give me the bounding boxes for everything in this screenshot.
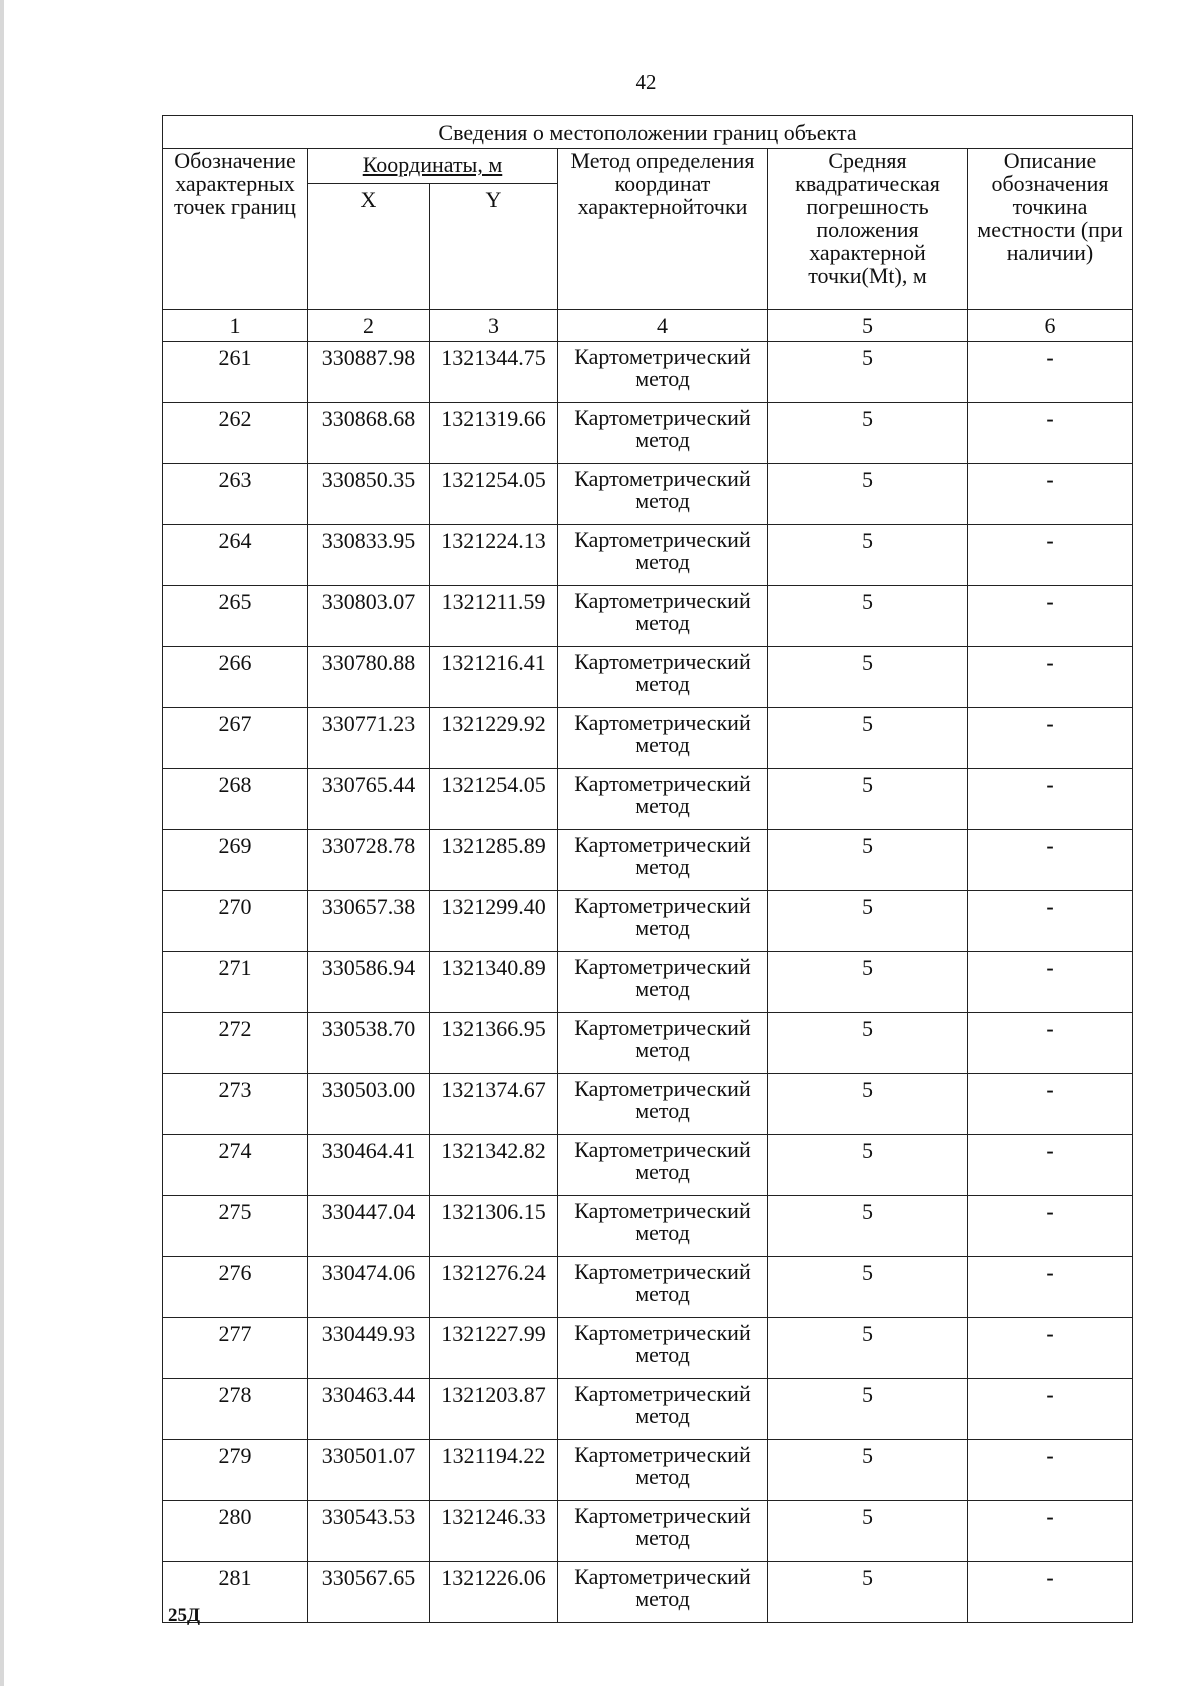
description-cell: -: [968, 1562, 1133, 1623]
error-cell: 5: [768, 952, 968, 1013]
method-cell: Картометрический метод: [558, 952, 768, 1013]
point-cell: 270: [163, 891, 308, 952]
y-coordinate-cell: 1321227.99: [430, 1318, 558, 1379]
y-coordinate-cell: 1321374.67: [430, 1074, 558, 1135]
x-coordinate-cell: 330780.88: [308, 647, 430, 708]
header-x: X: [308, 184, 430, 310]
header-y: Y: [430, 184, 558, 310]
column-number: 4: [558, 310, 768, 342]
y-coordinate-cell: 1321366.95: [430, 1013, 558, 1074]
method-cell: Картометрический метод: [558, 525, 768, 586]
point-cell: 264: [163, 525, 308, 586]
table-row: [163, 1135, 1133, 1196]
x-coordinate-cell: 330657.38: [308, 891, 430, 952]
x-coordinate-cell: 330803.07: [308, 586, 430, 647]
table-row: [163, 891, 1133, 952]
y-coordinate-cell: 1321306.15: [430, 1196, 558, 1257]
method-cell: Картометрический метод: [558, 1440, 768, 1501]
header-coordinates-label: Координаты, м: [362, 152, 503, 177]
method-cell: Картометрический метод: [558, 1501, 768, 1562]
point-cell: 262: [163, 403, 308, 464]
point-cell: 269: [163, 830, 308, 891]
footer-code: 25Д: [168, 1605, 201, 1626]
error-cell: 5: [768, 586, 968, 647]
table-body: [163, 116, 1133, 1623]
method-cell: Картометрический метод: [558, 1379, 768, 1440]
method-cell: Картометрический метод: [558, 1074, 768, 1135]
description-cell: -: [968, 1196, 1133, 1257]
y-coordinate-cell: 1321229.92: [430, 708, 558, 769]
description-cell: -: [968, 1013, 1133, 1074]
x-coordinate-cell: 330463.44: [308, 1379, 430, 1440]
description-cell: -: [968, 1440, 1133, 1501]
description-cell: -: [968, 1501, 1133, 1562]
point-cell: 267: [163, 708, 308, 769]
x-coordinate-cell: 330586.94: [308, 952, 430, 1013]
x-coordinate-cell: 330868.68: [308, 403, 430, 464]
table-title: Сведения о местоположении границ объекта: [163, 116, 1133, 149]
description-cell: -: [968, 952, 1133, 1013]
point-cell: 266: [163, 647, 308, 708]
table-row: [163, 1379, 1133, 1440]
method-cell: Картометрический метод: [558, 1318, 768, 1379]
description-cell: -: [968, 403, 1133, 464]
boundary-table: [162, 115, 1133, 1623]
table-row: [163, 1501, 1133, 1562]
error-cell: 5: [768, 403, 968, 464]
y-coordinate-cell: 1321299.40: [430, 891, 558, 952]
method-cell: Картометрический метод: [558, 464, 768, 525]
method-cell: Картометрический метод: [558, 403, 768, 464]
scan-edge: [0, 0, 4, 1686]
y-coordinate-cell: 1321285.89: [430, 830, 558, 891]
header-row: [163, 149, 1133, 184]
table-row: [163, 1013, 1133, 1074]
method-cell: Картометрический метод: [558, 1135, 768, 1196]
table-row: [163, 952, 1133, 1013]
description-cell: -: [968, 586, 1133, 647]
y-coordinate-cell: 1321216.41: [430, 647, 558, 708]
error-cell: 5: [768, 647, 968, 708]
point-cell: 263: [163, 464, 308, 525]
column-number: 3: [430, 310, 558, 342]
table-row: [163, 464, 1133, 525]
y-coordinate-cell: 1321276.24: [430, 1257, 558, 1318]
description-cell: -: [968, 1257, 1133, 1318]
table-row: [163, 647, 1133, 708]
table-row: [163, 1074, 1133, 1135]
point-cell: 268: [163, 769, 308, 830]
y-coordinate-cell: 1321254.05: [430, 464, 558, 525]
x-coordinate-cell: 330447.04: [308, 1196, 430, 1257]
x-coordinate-cell: 330771.23: [308, 708, 430, 769]
description-cell: -: [968, 1379, 1133, 1440]
y-coordinate-cell: 1321319.66: [430, 403, 558, 464]
error-cell: 5: [768, 1440, 968, 1501]
header-description: Описание обозначения точкина местности (при наличии): [968, 149, 1133, 310]
error-cell: 5: [768, 1318, 968, 1379]
error-cell: 5: [768, 1135, 968, 1196]
description-cell: -: [968, 708, 1133, 769]
x-coordinate-cell: 330543.53: [308, 1501, 430, 1562]
table-row: [163, 1257, 1133, 1318]
point-cell: 271: [163, 952, 308, 1013]
y-coordinate-cell: 1321211.59: [430, 586, 558, 647]
table-row: [163, 525, 1133, 586]
column-number: 2: [308, 310, 430, 342]
y-coordinate-cell: 1321226.06: [430, 1562, 558, 1623]
header-method: Метод определения координат характернойточки: [558, 149, 768, 310]
x-coordinate-cell: 330850.35: [308, 464, 430, 525]
method-cell: Картометрический метод: [558, 708, 768, 769]
method-cell: Картометрический метод: [558, 1562, 768, 1623]
y-coordinate-cell: 1321203.87: [430, 1379, 558, 1440]
point-cell: 278: [163, 1379, 308, 1440]
x-coordinate-cell: 330449.93: [308, 1318, 430, 1379]
point-cell: 280: [163, 1501, 308, 1562]
y-coordinate-cell: 1321246.33: [430, 1501, 558, 1562]
point-cell: 275: [163, 1196, 308, 1257]
method-cell: Картометрический метод: [558, 891, 768, 952]
point-cell: 265: [163, 586, 308, 647]
error-cell: 5: [768, 1196, 968, 1257]
error-cell: 5: [768, 1074, 968, 1135]
column-number-row: [163, 310, 1133, 342]
description-cell: -: [968, 1135, 1133, 1196]
table-row: [163, 586, 1133, 647]
error-cell: 5: [768, 891, 968, 952]
y-coordinate-cell: 1321344.75: [430, 342, 558, 403]
method-cell: Картометрический метод: [558, 586, 768, 647]
column-number: 5: [768, 310, 968, 342]
table-row: [163, 342, 1133, 403]
method-cell: Картометрический метод: [558, 342, 768, 403]
method-cell: Картометрический метод: [558, 1013, 768, 1074]
table-row: [163, 708, 1133, 769]
table-row: [163, 1196, 1133, 1257]
x-coordinate-cell: 330503.00: [308, 1074, 430, 1135]
y-coordinate-cell: 1321224.13: [430, 525, 558, 586]
x-coordinate-cell: 330501.07: [308, 1440, 430, 1501]
table-row: [163, 769, 1133, 830]
table-row: [163, 403, 1133, 464]
x-coordinate-cell: 330538.70: [308, 1013, 430, 1074]
header-coordinates: [308, 149, 558, 184]
error-cell: 5: [768, 525, 968, 586]
x-coordinate-cell: 330833.95: [308, 525, 430, 586]
column-number: 6: [968, 310, 1133, 342]
description-cell: -: [968, 891, 1133, 952]
point-cell: 261: [163, 342, 308, 403]
table-row: [163, 1318, 1133, 1379]
error-cell: 5: [768, 708, 968, 769]
table-row: [163, 1440, 1133, 1501]
error-cell: 5: [768, 342, 968, 403]
method-cell: Картометрический метод: [558, 1257, 768, 1318]
x-coordinate-cell: 330728.78: [308, 830, 430, 891]
point-cell: 276: [163, 1257, 308, 1318]
header-error: Средняя квадратическая погрешность положения характерной точки(Mt), м: [768, 149, 968, 310]
method-cell: Картометрический метод: [558, 830, 768, 891]
description-cell: -: [968, 647, 1133, 708]
x-coordinate-cell: 330464.41: [308, 1135, 430, 1196]
page-number: 42: [635, 70, 657, 94]
description-cell: -: [968, 1318, 1133, 1379]
description-cell: -: [968, 1074, 1133, 1135]
point-cell: 273: [163, 1074, 308, 1135]
table-row: [163, 830, 1133, 891]
x-coordinate-cell: 330887.98: [308, 342, 430, 403]
description-cell: -: [968, 769, 1133, 830]
table-row: [163, 1562, 1133, 1623]
description-cell: -: [968, 342, 1133, 403]
point-cell: 274: [163, 1135, 308, 1196]
error-cell: 5: [768, 769, 968, 830]
point-cell: 281: [163, 1562, 308, 1623]
x-coordinate-cell: 330474.06: [308, 1257, 430, 1318]
error-cell: 5: [768, 1257, 968, 1318]
description-cell: -: [968, 525, 1133, 586]
description-cell: -: [968, 830, 1133, 891]
y-coordinate-cell: 1321340.89: [430, 952, 558, 1013]
description-cell: -: [968, 464, 1133, 525]
error-cell: 5: [768, 830, 968, 891]
method-cell: Картометрический метод: [558, 769, 768, 830]
method-cell: Картометрический метод: [558, 647, 768, 708]
table-title-row: [163, 116, 1133, 149]
y-coordinate-cell: 1321342.82: [430, 1135, 558, 1196]
column-number: 1: [163, 310, 308, 342]
point-cell: 277: [163, 1318, 308, 1379]
x-coordinate-cell: 330567.65: [308, 1562, 430, 1623]
header-point: Обозначение характерных точек границ: [163, 149, 308, 310]
error-cell: 5: [768, 1379, 968, 1440]
point-cell: 279: [163, 1440, 308, 1501]
error-cell: 5: [768, 1562, 968, 1623]
method-cell: Картометрический метод: [558, 1196, 768, 1257]
y-coordinate-cell: 1321254.05: [430, 769, 558, 830]
error-cell: 5: [768, 1501, 968, 1562]
error-cell: 5: [768, 1013, 968, 1074]
point-cell: 272: [163, 1013, 308, 1074]
y-coordinate-cell: 1321194.22: [430, 1440, 558, 1501]
error-cell: 5: [768, 464, 968, 525]
x-coordinate-cell: 330765.44: [308, 769, 430, 830]
